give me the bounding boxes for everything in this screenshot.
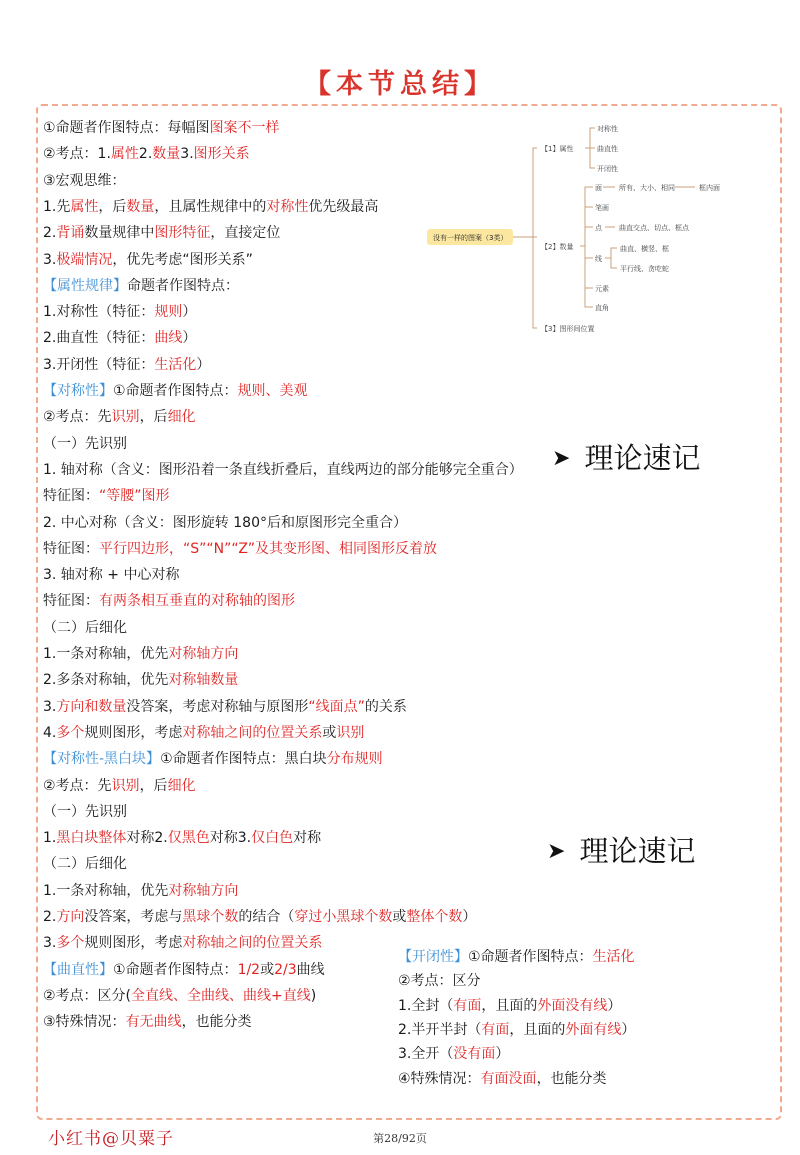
text-segment: 2. — [138, 146, 153, 163]
text-segment: 识别 — [111, 409, 140, 426]
text-segment: 数量 — [152, 146, 181, 163]
text-segment: 背诵 — [56, 225, 85, 242]
text-line — [43, 381, 308, 401]
mind-map-count: 【2】数量 — [541, 243, 574, 251]
text-segment: ④特殊情况： — [398, 1070, 481, 1087]
mind-map-count-5: 直角 — [595, 304, 609, 312]
text-segment: 没有面 — [453, 1046, 496, 1063]
text-segment: 分布规则 — [326, 751, 383, 768]
text-segment: ，优先考虑“图形关系” — [112, 251, 253, 268]
mind-map-count-4: 元素 — [595, 285, 609, 293]
text-segment: 对称轴数量 — [168, 672, 239, 689]
text-segment: ) — [310, 987, 317, 1004]
text-line — [43, 565, 179, 585]
text-segment: “等腰”图形 — [99, 488, 170, 505]
text-segment: ③特殊情况： — [43, 1014, 126, 1031]
mind-map-attr-0: 对称性 — [597, 125, 618, 133]
text-segment: 图形特征 — [154, 225, 211, 242]
text-line — [43, 434, 127, 454]
text-segment: 2.半开半封（ — [398, 1021, 482, 1038]
text-line — [43, 407, 196, 427]
text-segment: 有面 — [453, 997, 482, 1014]
text-segment: 外面没有线 — [537, 997, 608, 1014]
text-segment: 1. 轴对称（含义：图形沿着一条直线折叠后，直线两边的部分能够完全重合） — [43, 461, 523, 478]
text-line — [43, 460, 523, 480]
text-segment: ，且属性规律中的 — [154, 198, 267, 215]
text-segment: （一）先识别 — [43, 435, 127, 452]
text-segment: 对称轴方向 — [168, 646, 239, 662]
mind-map-attr-1: 曲直性 — [597, 145, 618, 153]
text-segment: 方向和数量 — [56, 698, 127, 715]
text-segment: 仅黑色 — [167, 830, 210, 847]
text-line — [43, 670, 238, 690]
text-line — [43, 250, 253, 270]
text-segment: 的关系 — [364, 698, 407, 715]
text-segment: 没答案，考虑与 — [84, 909, 183, 925]
text-line — [43, 591, 295, 611]
text-segment: 数量 — [126, 198, 155, 215]
text-segment: ） — [182, 304, 197, 321]
text-segment: ②考点：先 — [43, 777, 112, 794]
text-segment: 1. — [43, 830, 57, 847]
text-segment: 特征图： — [43, 540, 99, 557]
text-line — [398, 971, 481, 991]
text-segment: ①命题者作图特点： — [113, 383, 238, 399]
text-segment: 【属性规律】 — [43, 277, 127, 294]
mind-map-mian-leaf: 所有、大小、相同 — [619, 184, 675, 192]
text-line — [43, 197, 378, 217]
text-line — [43, 618, 127, 638]
text-segment: 生活化 — [154, 356, 197, 373]
text-line — [43, 828, 321, 848]
text-segment: 方向 — [56, 909, 85, 925]
text-line — [43, 118, 280, 138]
text-segment: 的结合（ — [238, 909, 295, 925]
page-title: 【本节总结】 — [304, 69, 496, 100]
theory-label-2: ➤ 理论速记 — [547, 834, 696, 868]
page-number: 第28/92页 — [373, 1132, 427, 1145]
text-segment: ③宏观思维： — [43, 172, 126, 189]
text-segment: 2. — [43, 225, 57, 242]
text-segment: 多个 — [56, 935, 85, 952]
text-line — [43, 276, 239, 296]
text-line — [43, 328, 196, 348]
text-line — [43, 881, 238, 901]
text-line — [43, 355, 210, 375]
text-segment: ①命题者作图特点： — [113, 961, 238, 978]
text-segment: ） — [607, 997, 622, 1014]
text-segment: ②考点：区分( — [43, 987, 132, 1004]
text-segment: ） — [196, 356, 211, 373]
mind-map-count-1: 笔画 — [595, 204, 609, 212]
text-segment: ，后 — [139, 409, 168, 426]
text-segment: 仅白色 — [251, 830, 294, 847]
text-segment: ②考点：1. — [43, 146, 111, 163]
text-line — [43, 644, 238, 664]
text-segment: 规则 — [154, 304, 183, 321]
text-segment: 对称轴之间的位置关系 — [182, 935, 323, 952]
text-segment: 数量规律中 — [84, 225, 155, 242]
text-segment: ） — [462, 909, 477, 925]
text-segment: 【对称性】 — [43, 383, 113, 399]
text-segment: 有无曲线 — [125, 1014, 182, 1031]
mind-map-attr-2: 开闭性 — [597, 165, 618, 173]
text-segment: ②考点：先 — [43, 409, 112, 426]
text-segment: 对称3. — [209, 830, 252, 847]
text-segment: 1.一条对称轴，优先 — [43, 646, 169, 662]
text-segment: ，也能分类 — [181, 1014, 252, 1031]
arrow-icon: ➤ — [547, 839, 566, 864]
text-line — [398, 996, 621, 1016]
text-segment: 优先级最高 — [308, 198, 379, 215]
text-segment: 命题者作图特点： — [127, 277, 239, 294]
text-segment: ，直接定位 — [210, 225, 281, 242]
text-segment: ） — [621, 1021, 636, 1038]
text-segment: 【对称性-黑白块】 — [43, 751, 161, 768]
text-line — [43, 776, 196, 796]
text-segment: 有面没面 — [480, 1070, 537, 1087]
text-segment: 没答案，考虑对称轴与原图形 — [126, 698, 309, 715]
text-segment: “线面点” — [308, 698, 365, 715]
text-line — [43, 513, 407, 533]
text-segment: 2/3 — [274, 961, 297, 978]
text-segment: ，且面的 — [509, 1021, 566, 1038]
text-segment: 极端情况 — [56, 251, 113, 268]
text-segment: 1.全封（ — [398, 997, 454, 1014]
text-line — [398, 1069, 607, 1089]
text-segment: 图案不一样 — [209, 120, 280, 136]
text-segment: 整体个数 — [406, 909, 463, 925]
text-segment: 规则图形，考虑 — [84, 724, 183, 741]
text-segment: 1/2 — [237, 961, 261, 978]
text-line — [43, 144, 250, 164]
text-line — [398, 1020, 635, 1040]
text-line — [43, 907, 476, 927]
mind-map-xian-leaf1: 曲直、横竖、框 — [620, 245, 669, 253]
text-segment: 2.多条对称轴，优先 — [43, 672, 169, 689]
text-line — [43, 933, 322, 953]
text-segment: 【开闭性】 — [398, 949, 468, 965]
mind-map-count-2: 点 — [595, 224, 602, 232]
text-segment: （一）先识别 — [43, 803, 127, 820]
text-line — [43, 854, 127, 874]
text-segment: 3. — [43, 251, 57, 268]
text-line — [43, 539, 437, 559]
text-segment: （二）后细化 — [43, 619, 127, 636]
text-segment: 全直线、全曲线、曲线+直线 — [131, 987, 311, 1004]
text-segment: 特征图： — [43, 488, 99, 505]
text-segment: 【曲直性】 — [43, 961, 113, 978]
mind-map — [425, 125, 755, 340]
text-line — [398, 947, 635, 967]
text-segment: 图形关系 — [193, 146, 250, 163]
text-segment: 曲线 — [154, 330, 183, 347]
text-line — [43, 723, 364, 743]
text-segment: 有两条相互垂直的对称轴的图形 — [99, 593, 295, 610]
text-segment: ，后 — [98, 198, 127, 215]
text-segment: ①命题者作图特点：每幅图 — [43, 120, 210, 136]
text-segment: 3. 轴对称 + 中心对称 — [43, 567, 180, 584]
text-segment: 对称轴之间的位置关系 — [182, 724, 323, 741]
text-line — [43, 986, 316, 1006]
text-segment: 规则图形，考虑 — [84, 935, 183, 952]
text-segment: 对称轴方向 — [168, 882, 239, 899]
mind-map-mian-leaf2: 框内面 — [699, 184, 720, 192]
text-segment: 或 — [392, 909, 407, 925]
text-segment: 2.曲直性（特征： — [43, 330, 155, 347]
text-segment: 3.开闭性（特征： — [43, 356, 155, 373]
text-segment: 平行四边形，“S”“N”“Z”及其变形图、相同图形反着放 — [99, 540, 437, 557]
text-line — [43, 802, 127, 822]
text-segment: 穿过小黑球个数 — [294, 909, 393, 925]
text-segment: 或 — [322, 724, 337, 741]
mind-map-count-0: 面 — [595, 184, 602, 192]
text-segment: 1.对称性（特征： — [43, 304, 155, 321]
theory-label-1: ➤ 理论速记 — [552, 441, 701, 475]
arrow-icon: ➤ — [552, 446, 571, 471]
text-segment: 1.先 — [43, 198, 71, 215]
text-segment: 或 — [260, 961, 275, 978]
text-segment: ） — [495, 1046, 510, 1063]
mind-map-position: 【3】图形间位置 — [541, 325, 595, 333]
text-segment: ①命题者作图特点：黑白块 — [160, 751, 327, 768]
text-segment: 4. — [43, 724, 57, 741]
text-line — [43, 960, 325, 980]
text-line — [43, 171, 126, 191]
text-segment: 2. — [43, 909, 57, 925]
text-segment: 黑白块整体 — [56, 830, 127, 847]
text-segment: 生活化 — [592, 949, 635, 965]
text-segment: 对称 — [293, 830, 322, 847]
text-segment: 特征图： — [43, 593, 99, 610]
text-segment: 识别 — [111, 777, 140, 794]
text-segment: 外面有线 — [565, 1021, 622, 1038]
text-line — [43, 697, 407, 717]
text-segment: 3.全开（ — [398, 1046, 454, 1063]
text-segment: 3. — [43, 935, 57, 952]
text-segment: 1.一条对称轴，优先 — [43, 882, 169, 899]
text-line — [398, 1044, 509, 1064]
text-segment: 3. — [43, 698, 57, 715]
text-segment: 识别 — [336, 724, 365, 741]
mind-map-dian-leaf: 曲直交点、切点、框点 — [619, 224, 689, 232]
text-segment: 对称2. — [126, 830, 168, 847]
text-line — [43, 749, 383, 769]
text-segment: ） — [182, 330, 197, 347]
text-segment: （二）后细化 — [43, 856, 127, 873]
text-segment: ②考点：区分 — [398, 973, 481, 990]
text-segment: 2. 中心对称（含义：图形旋转 180°后和原图形完全重合） — [43, 514, 407, 531]
text-segment: 属性 — [70, 198, 99, 215]
mind-map-root: 没有一样的图案（3类） — [433, 234, 508, 242]
text-segment: 细化 — [167, 777, 196, 794]
text-segment: ，且面的 — [481, 997, 538, 1014]
footer-brand: 小红书@贝粟子 — [48, 1129, 174, 1149]
text-segment: ，后 — [139, 777, 168, 794]
text-segment: 3. — [180, 146, 194, 163]
mind-map-xian-leaf2: 平行线、贪吃蛇 — [620, 265, 669, 273]
text-segment: 有面 — [481, 1021, 510, 1038]
text-line — [43, 486, 170, 506]
mind-map-count-3: 线 — [595, 255, 602, 263]
text-segment: 规则、美观 — [237, 383, 308, 399]
text-segment: 曲线 — [296, 961, 325, 978]
text-segment: 对称性 — [266, 198, 309, 215]
mind-map-attr: 【1】属性 — [541, 145, 574, 153]
text-segment: 细化 — [167, 409, 196, 426]
text-line — [43, 1012, 252, 1032]
text-segment: ，也能分类 — [536, 1070, 607, 1087]
text-line — [43, 302, 196, 322]
text-segment: 属性 — [110, 146, 139, 163]
text-line — [43, 223, 280, 243]
text-segment: 黑球个数 — [182, 909, 239, 925]
text-segment: 多个 — [56, 724, 85, 741]
text-segment: ①命题者作图特点： — [468, 949, 593, 965]
